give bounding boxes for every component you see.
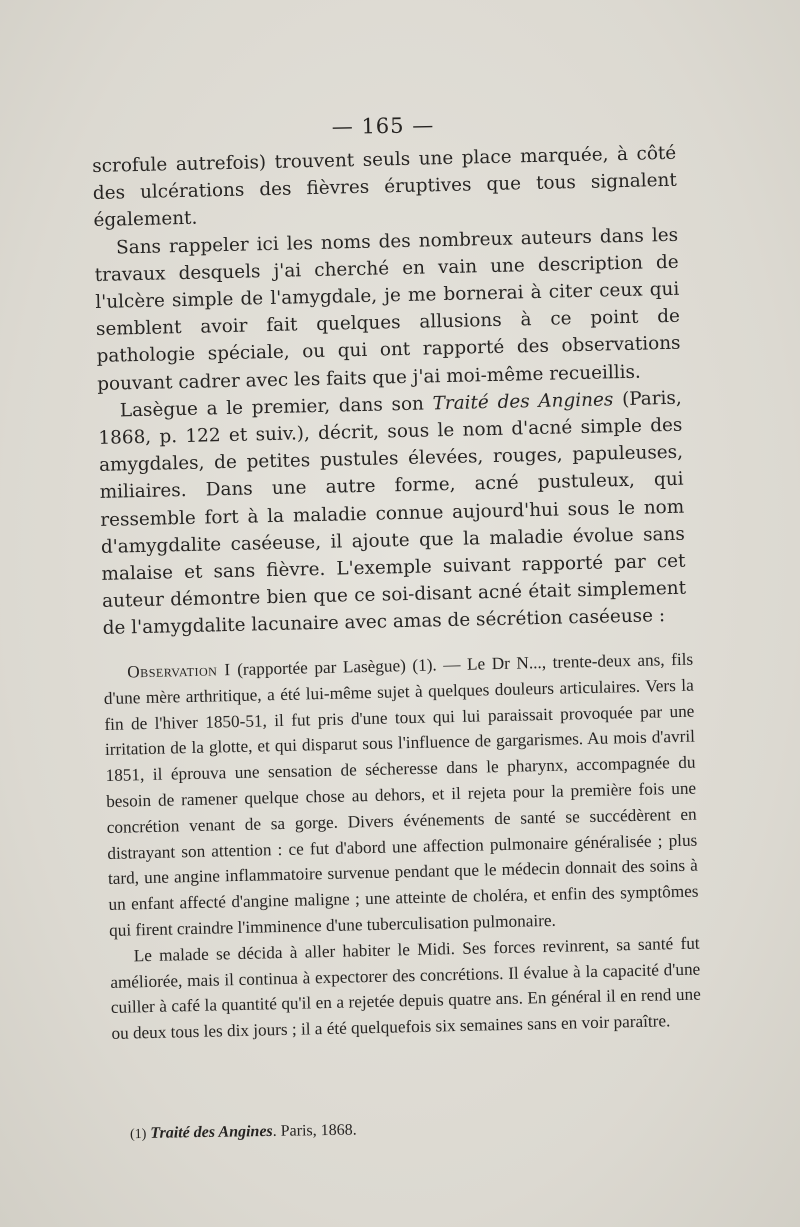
lasegue-text-after: (Paris, 1868, p. 122 et suiv.), décrit, sous le nom d'acné simple des amygdales, de petites pustules élevées, rouges, papuleuses, miliaires. Dans une autre forme, acné pustuleux, qui ressemble fort à la maladie connue aujourd'hui sous le nom d'amygdalite caséeuse, il ajoute que la maladie évolue sans malaise et sans fièvre. L'exemple suivant rapporté par cet auteur démontre bien que ce soi-disant acné était simplement de l'amygdalite lacunaire avec amas de sécrétion caséeuse : [98,387,687,640]
observation-label: Observation I [127,660,231,682]
main-text [92,140,687,643]
footnote-rest: . Paris, 1868. [272,1121,357,1140]
observation-paragraph [103,647,699,944]
observation-intro: (rapportée par Lasègue) (1). — Le Dr N..., trente-deux ans, fils d'une mère arthritique, a été lui-même sujet à quelques douleurs articulaires. Vers la fin de l'hiver 1850-51, il fut pris d'une toux qui lui paraissait provoquée par une irritation de la glotte, et qui disparut sous l'influence de gargarismes. Au mois d'avril 1851, il éprouva une sensation de sécheresse dans le pharynx, accompagnée du besoin de ramener quelque chose au dehors, et il rejeta pour la première fois une concrétion venant de sa gorge. Divers événements de santé se succédèrent en distrayant son attention : ce fut d'abord une affection pulmonaire généralisée ; plus tard, une angine inflammatoire survenue pendant que le médecin donnait des soins à un enfant affecté d'angine maligne ; une atteinte de choléra, et enfin des symptômes qui firent craindre l'imminence d'une tuberculisation pulmonaire. [103,649,699,940]
book-title: Traité des Angines [432,389,614,415]
lasegue-text-before: Lasègue a le premier, dans son [119,393,433,422]
paragraph-continuation: scrofule autrefois) trouvent seuls une place marquée, à côté des ulcérations des fièvres éruptives que tous signalent également. [92,142,678,232]
paragraph-authors: Sans rappeler ici les noms des nombreux auteurs dans les travaux desquels j'ai cherché en vain une description de l'ulcère simple de l'amygdale, je me bornerai à citer ceux qui semblent avoir fait quelques allusions à ce point de pathologie spéciale, ou qui ont rapporté des observations pouvant cadrer avec les faits que j'ai moi-même recueillis. [94,224,681,395]
footnote [130,1119,530,1143]
observation-paragraph-2: Le malade se décida à aller habiter le Midi. Ses forces revinrent, sa santé fut améliorée, mais il continua à expectorer des concrétions. Il évalue à la capacité d'une cuiller à café la quantité qu'il en a rejetée depuis quatre ans. En général il en rend une ou deux tous les dix jours ; il a été quelquefois six semaines sans en voir paraître. [110,933,701,1044]
footnote-title: Traité des Angines [150,1122,273,1142]
paragraph-lasegue [98,385,687,643]
page-number: — 165 — [331,113,435,139]
footnote-marker: (1) [129,1126,147,1143]
observation-block [103,647,702,1047]
